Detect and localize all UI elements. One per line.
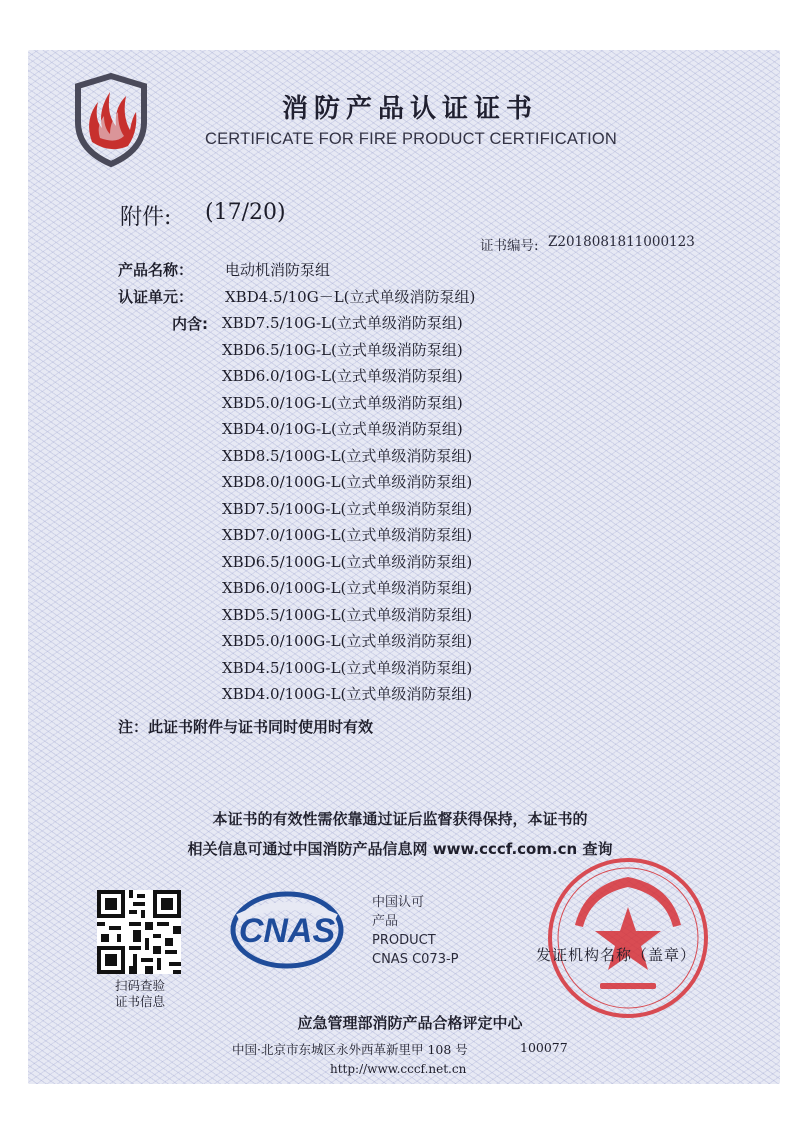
model-item: XBD8.0/100G-L(立式单级消防泵组) <box>222 473 473 491</box>
model-item: XBD6.5/10G-L(立式单级消防泵组) <box>222 340 463 359</box>
annex-page: (17/20) <box>205 200 286 225</box>
issuing-center-name: 应急管理部消防产品合格评定中心 <box>297 1014 523 1032</box>
model-list <box>222 313 472 711</box>
product-name: 电动机消防泵组 <box>225 261 331 279</box>
model-item: XBD6.5/100G-L(立式单级消防泵组) <box>222 552 473 571</box>
cnas-line3: PRODUCT <box>372 933 436 948</box>
contains-label: 内含: <box>172 315 208 333</box>
certification-unit: XBD4.5/10G－L(立式单级消防泵组) <box>225 288 476 306</box>
qr-caption-line1: 扫码查验 <box>114 978 165 993</box>
issuer-website-link[interactable]: http://www.cccf.net.cn <box>330 1062 467 1076</box>
model-item: XBD6.0/100G-L(立式单级消防泵组) <box>222 579 473 597</box>
certificate-number: Z2018081811000123 <box>548 234 695 250</box>
certificate-number-label: 证书编号: <box>480 238 539 254</box>
validity-statement-line1: 本证书的有效性需依靠通过证后监督获得保持，本证书的 <box>212 810 588 828</box>
issuer-postcode: 100077 <box>520 1040 568 1055</box>
certification-unit-label: 认证单元： <box>118 288 194 306</box>
certificate-title-cn: 消防产品认证证书 <box>281 94 538 124</box>
model-item: XBD7.0/100G-L(立式单级消防泵组) <box>222 526 473 544</box>
cnas-line1: 中国认可 <box>372 895 425 910</box>
qr-caption-line2: 证书信息 <box>114 994 165 1009</box>
qr-code-icon[interactable] <box>97 890 181 974</box>
cnas-line4: CNAS C073-P <box>372 952 459 967</box>
product-name-label: 产品名称： <box>118 261 194 279</box>
issuer-address: 中国·北京市东城区永外西革新里甲 108 号 <box>232 1042 468 1057</box>
model-item: XBD7.5/100G-L(立式单级消防泵组) <box>222 499 473 518</box>
issuing-authority-label: 发证机构名称（盖章） <box>536 946 697 964</box>
official-seal-icon <box>545 855 711 1021</box>
model-item: XBD5.0/10G-L(立式单级消防泵组) <box>222 393 463 412</box>
model-item: XBD6.0/10G-L(立式单级消防泵组) <box>222 367 463 385</box>
model-item: XBD7.5/10G-L(立式单级消防泵组) <box>222 314 463 332</box>
model-item: XBD5.0/100G-L(立式单级消防泵组) <box>222 632 473 650</box>
model-item: XBD4.5/100G-L(立式单级消防泵组) <box>222 658 473 677</box>
model-item: XBD8.5/100G-L(立式单级消防泵组) <box>222 446 473 465</box>
validity-statement-line2: 相关信息可通过中国消防产品信息网 www.cccf.com.cn 查询 <box>187 840 613 858</box>
cnas-accreditation-text <box>372 893 459 969</box>
cnas-logo-text: CNAS <box>238 912 336 950</box>
model-item: XBD4.0/10G-L(立式单级消防泵组) <box>222 420 463 438</box>
model-item: XBD4.0/100G-L(立式单级消防泵组) <box>222 685 473 703</box>
annex-label: 附件: <box>120 205 172 230</box>
cnas-line2: 产品 <box>372 914 399 929</box>
cnas-logo-icon <box>228 888 346 972</box>
certificate-title-en: CERTIFICATE FOR FIRE PRODUCT CERTIFICATION <box>204 130 618 148</box>
qr-caption <box>110 978 170 1010</box>
validity-note: 注：此证书附件与证书同时使用时有效 <box>118 718 374 736</box>
model-item: XBD5.5/100G-L(立式单级消防泵组) <box>222 605 473 624</box>
